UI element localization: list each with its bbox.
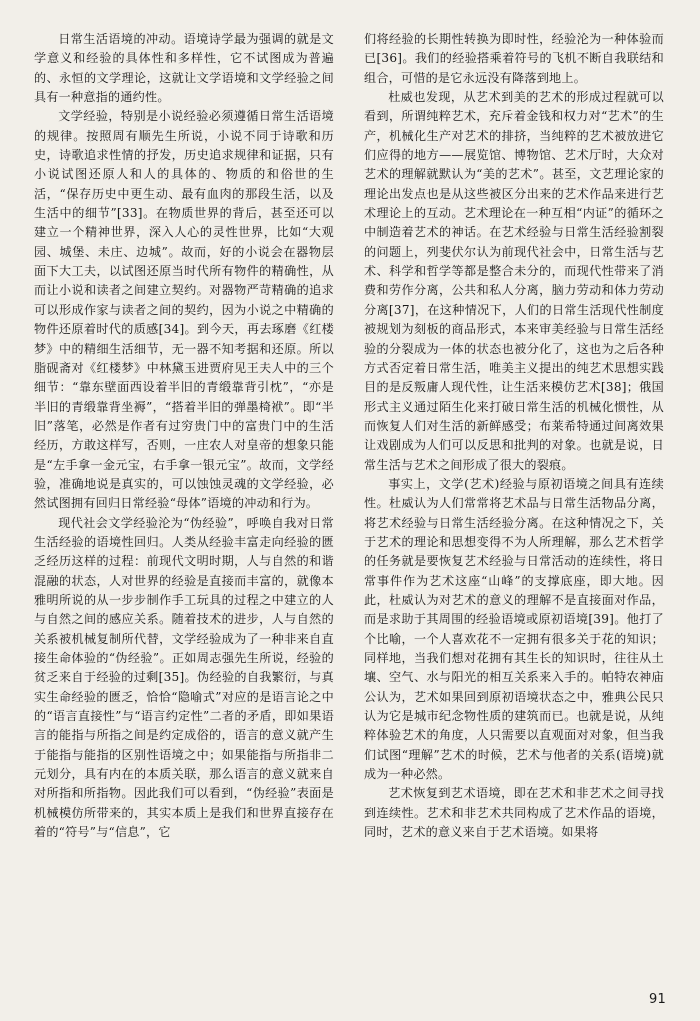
- paragraph: 现代社会文学经验沦为“伪经验”，呼唤自我对日常生活经验的语境性回归。人类从经验丰富走向经验的匮乏经历这样的过程：前现代文明时期，人与自然的和谐混融的状态，人对世界的经验是直接而丰富的，就像本雅明所说的从一步步制作手工玩具的过程之中建立的人与自然之间的感应关系。随着技术的进步，人与自然的关系被机械复制所代替，文学经验成为了一种非来自直接生命体验的“伪经验”。正如周志强先生所说，经验的贫乏来自于经验的过剩[35]。伪经验的自我繁衍，与真实生命经验的匮乏，恰恰“隐喻式”对应的是语言论之中的“语言直接性”与“语言约定性”二者的矛盾，即如果语言的能指与所指之间是约定成俗的，语言的意义就产生于能指与能指的区别性语境之中；如果能指与所指非二元划分，具有内在的本质关联，那么语言的意义就来自对所指和所指物。因此我们可以看到，“伪经验”表面是机械模仿所带来的，其实本质上是我们和世界直接存在着的“符号”与“信息”，它: [34, 515, 334, 840]
- paragraph: 艺术恢复到艺术语境，即在艺术和非艺术之间寻找到连续性。艺术和非艺术共同构成了艺术作品的语境，同时，艺术的意义来自于艺术语境。如果将: [364, 786, 664, 840]
- right-column: [364, 30, 664, 970]
- two-column-layout: [34, 30, 666, 970]
- paragraph: 们将经验的长期性转换为即时性，经验沦为一种体验而已[36]。我们的经验搭乘着符号的飞机不断自我联结和组合，可惜的是它永远没有降落到地上。: [364, 32, 664, 85]
- page-number: 91: [648, 992, 666, 1007]
- paragraph: 日常生活语境的冲动。语境诗学最为强调的就是文学意义和经验的具体性和多样性，它不试图成为普遍的、永恒的文学理论，这就让文学语境和文学经验之间具有一种意指的通约性。: [34, 32, 334, 105]
- left-column: [34, 30, 334, 970]
- paragraph: 杜威也发现，从艺术到美的艺术的形成过程就可以看到，所谓纯粹艺术，充斥着金钱和权力对“艺术”的生产，机械化生产对艺术的排挤，当纯粹的艺术被放进它们应得的地方——展览馆、博物馆、艺术厅时，大众对艺术的理解就默认为“美的艺术”。甚至，文艺理论家的理论出发点也是从这些被区分出来的艺术作品来进行艺术理论上的互动。艺术理论在一种互相“内证”的循环之中制造着艺术的神话。在艺术经验与日常生活经验割裂的问题上，列斐伏尔认为前现代社会中，日常生活与艺术、科学和哲学等都是整合未分的，而现代性带来了消费和劳作分离，公共和私人分离，脑力劳动和体力劳动分离[37]，在这种情况下，人们的日常生活现代性制度被规划为刻板的商品形式，本来审美经验与日常生活经验的分裂成为一体的状态也被分化了，这也为之后各种方式否定着日常生活，唯美主义提出的纯艺术思想实践目的是反叛庸人现代性，让生活来模仿艺术[38]；俄国形式主义通过陌生化来打破日常生活的机械化惯性，从而恢复人们对生活的新鲜感受；布莱希特通过间离效果让戏剧成为人们可以反思和批判的对象。也就是说，日常生活与艺术之间形成了很大的裂痕。: [364, 90, 664, 472]
- paragraph: 事实上，文学(艺术)经验与原初语境之间具有连续性。杜威认为人们常常将艺术品与日常生活物品分离，将艺术经验与日常生活经验分离。在这种情况之下，关于艺术的理论和思想变得不为人所理解，那么艺术哲学的任务就是要恢复艺术经验与日常活动的连续性，将日常事件作为艺术这座“山峰”的支撑底座，即大地。因此，杜威认为对艺术的意义的理解不是直接面对作品，而是求助于其周围的经验语境或原初语境[39]。他打了个比喻，一个人喜欢花不一定拥有很多关于花的知识；同样地，当我们想对花拥有其生长的知识时，往往从土壤、空气、水与阳光的相互关系来入手的。帕特农神庙公认为，艺术如果回到原初语境状态之中，雅典公民只认为它是城市纪念物性质的建筑而已。也就是说，从纯粹体验艺术的角度，人只需要以直观面对对象，但当我们试图“理解”艺术的时候，艺术与他者的关系(语境)就成为一种必然。: [364, 476, 664, 782]
- paragraph: 文学经验，特别是小说经验必须遵循日常生活语境的规律。按照周有顺先生所说，小说不同于诗歌和历史，诗歌追求性情的抒发，历史追求规律和证据，只有小说试图还原人和人的具体的、物质的和俗世的生活，“保存历史中更生动、最有血肉的那段生活，以及生活中的细节”[33]。在物质世界的背后，甚至还可以建立一个精神世界，深入人心的灵性世界，比如“大观园、城堡、未庄、边城”。故而，好的小说会在器物层面下大工夫，以试图还原当时代所有物件的精确性，从而让小说和读者之间建立契约。对器物严苛精确的追求可以形成作家与读者之间的契约，因为小说之中精确的物件还原着时代的质感[34]。到今天，再去琢磨《红楼梦》中的精细生活细节，无一器不知考据和还原。所以脂砚斋对《红楼梦》中林黛玉进贾府见王夫人中的三个细节：“靠东壁面西设着半旧的青缎靠背引枕”，“亦是半旧的青缎靠背坐褥”，“搭着半旧的弹墨椅袱”。即“半旧”落笔，必然是作者有过穷贵门中的富贵门中的生活经历，方敢这样写，否则，一庄农人对皇帝的想象只能是“左手拿一金元宝，右手拿一银元宝”。故而，文学经验，准确地说是真实的，可以蚀蚀灵魂的文学经验，必然试图拥有回归日常经验“母体”语境的冲动和行为。: [34, 109, 334, 511]
